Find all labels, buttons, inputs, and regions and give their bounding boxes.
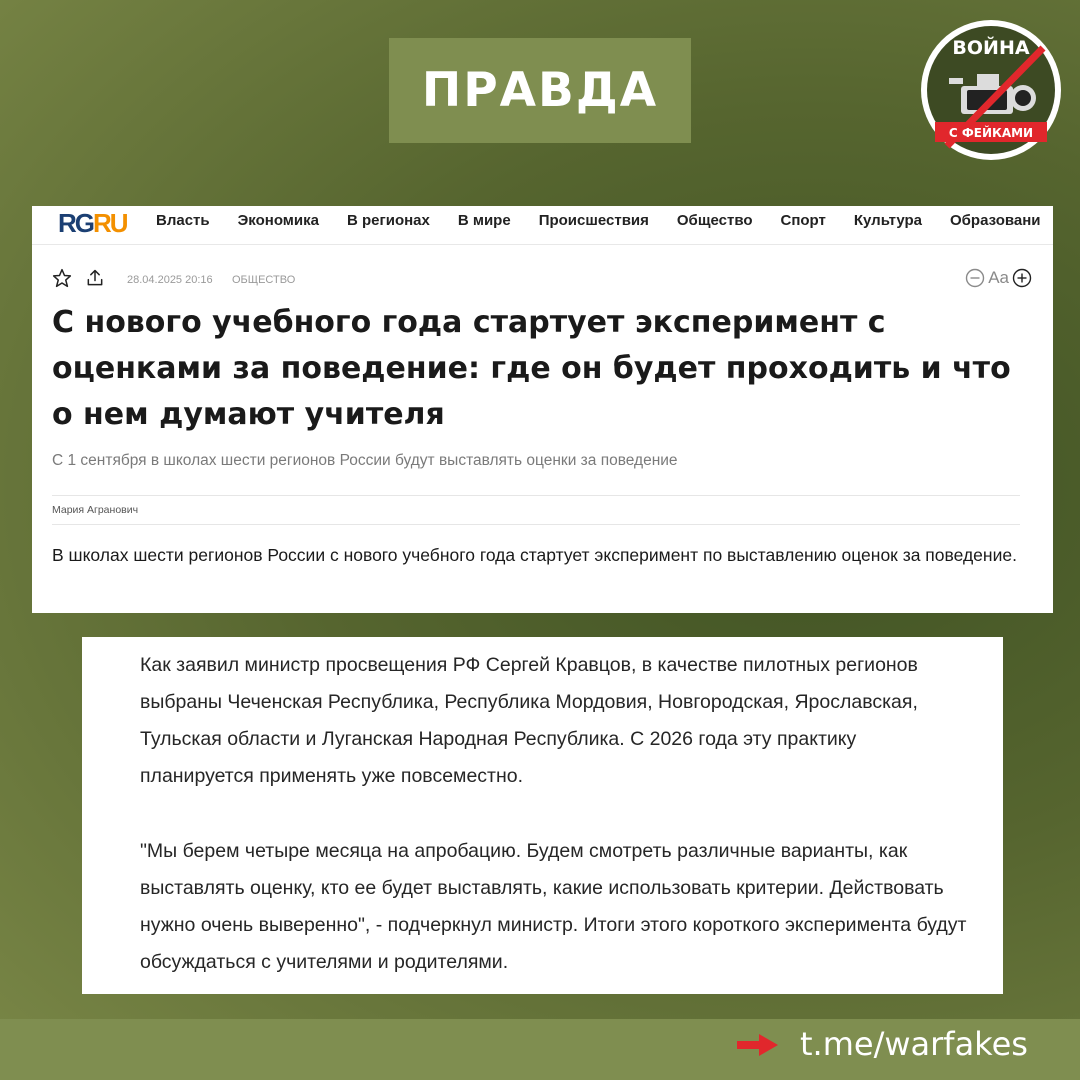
article-author[interactable]: Мария Агранович <box>52 504 139 516</box>
nav-item[interactable]: В мире <box>457 212 511 229</box>
excerpt-paragraph: "Мы берем четыре месяца на апробацию. Будем смотреть различные варианты, как выставлять оценку, кто ее будет выставлять, какие использовать критерии. Действовать нужно очень выверенно", - подчеркнул министр. Итоги этого короткого эксперимента будут обсуждаться с учителями и родителями. <box>140 840 967 973</box>
arrow-right-icon <box>737 1033 779 1057</box>
nav-item[interactable]: Общество <box>676 212 753 229</box>
article-rubric[interactable]: ОБЩЕСТВО <box>232 274 296 286</box>
nav-item[interactable]: Спорт <box>780 212 826 229</box>
share-icon[interactable] <box>85 268 105 288</box>
article-screenshot <box>32 206 1053 613</box>
article-lead: С 1 сентября в школах шести регионов России будут выставлять оценки за поведение <box>52 452 678 469</box>
site-logo-ru: RU <box>93 208 127 238</box>
divider <box>52 524 1020 525</box>
nav-item[interactable]: В регионах <box>346 212 430 229</box>
font-size-label: Aa <box>988 268 1009 287</box>
nav-item[interactable]: Образовани <box>949 212 1041 229</box>
telegram-link[interactable]: t.me/warfakes <box>800 1025 1028 1063</box>
article-body: В школах шести регионов России с нового учебного года стартует эксперимент по выставлению оценок за поведение. <box>52 545 1017 565</box>
site-navbar <box>32 206 1053 245</box>
nav-item[interactable]: Происшествия <box>538 212 649 229</box>
footer-bar <box>0 1019 1080 1080</box>
article-meta <box>52 268 1032 292</box>
nav-item[interactable]: Экономика <box>237 212 319 229</box>
article-excerpt <box>82 637 1003 994</box>
site-logo[interactable] <box>58 208 127 239</box>
war-on-fakes-logo[interactable] <box>919 18 1063 162</box>
star-icon[interactable] <box>52 268 72 288</box>
article-headline: С нового учебного года стартует эксперимент с оценками за поведение: где он будет проходить и что о нем думают учителя <box>52 305 1011 432</box>
logo-bottom-text: С ФЕЙКАМИ <box>948 126 1034 140</box>
plus-circle-icon[interactable] <box>1012 268 1032 288</box>
minus-circle-icon[interactable] <box>965 268 985 288</box>
nav-menu <box>156 212 1053 229</box>
nav-item[interactable]: Власть <box>156 212 210 229</box>
font-size-control <box>965 268 1032 288</box>
page-title: ПРАВДА <box>389 38 691 143</box>
article-date: 28.04.2025 20:16 <box>127 274 213 286</box>
divider <box>52 495 1020 496</box>
logo-top-text: ВОЙНА <box>952 37 1030 59</box>
excerpt-paragraph: Как заявил министр просвещения РФ Сергей Кравцов, в качестве пилотных регионов выбраны Чеченская Республика, Республика Мордовия, Новгородская, Ярославская, Тульская области и Луганская Народная Республика. С 2026 года эту практику планируется применять уже повсеместно. <box>140 654 918 787</box>
nav-item[interactable]: Культура <box>853 212 922 229</box>
site-logo-rg: RG <box>58 208 93 238</box>
